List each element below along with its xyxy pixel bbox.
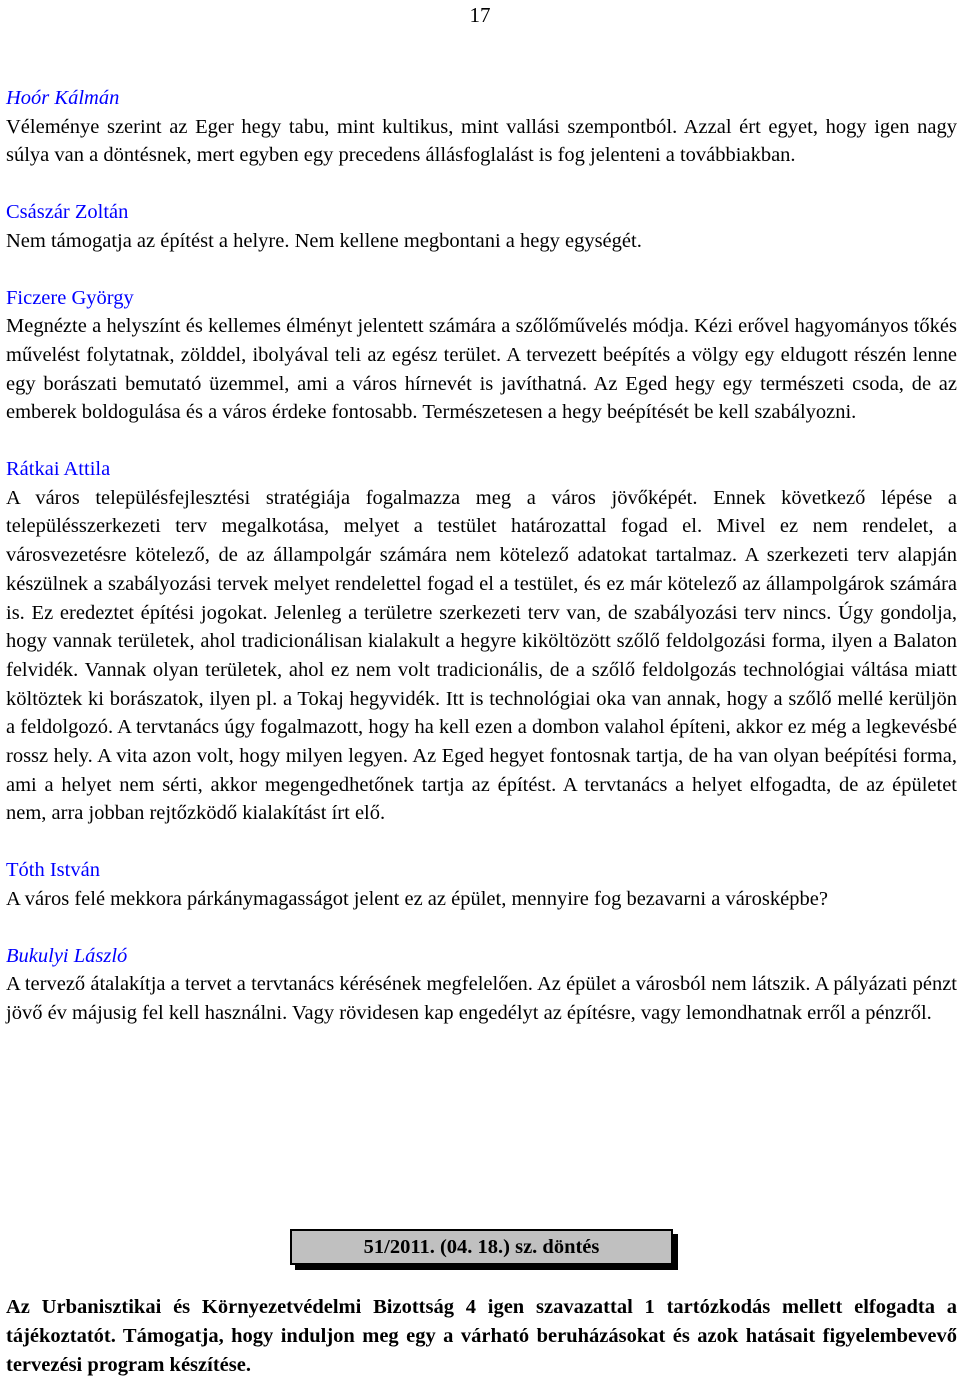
speaker-statement: Nem támogatja az építést a helyre. Nem kellene megbontani a hegy egységét. (6, 229, 642, 252)
speaker-statement: A város felé mekkora párkánymagasságot jelent ez az épület, mennyire fog bezavarni a városképbe? (6, 887, 828, 910)
speaker-block-ratkai (6, 455, 957, 828)
speaker-statement: A tervező átalakítja a tervet a tervtanács kérésének megfelelően. Az épület a városból nem látszik. A pályázati pénzt jövő év májusig fel kell használni. Vagy rövidesen kap engedélyt az építésre, vagy lemondhatnak erről a pénzről. (6, 973, 957, 1024)
speaker-name: Hoór Kálmán (6, 87, 120, 109)
decision-title-box (290, 1229, 673, 1265)
decision-text: Az Urbanisztikai és Környezetvédelmi Bizottság 4 igen szavazattal 1 tartózkodás mellett elfogadta a tájékoztatót. Támogatja, hogy induljon meg egy a várható beruházásokat és azok hatásait figyelembevevő tervezési program készítése. (6, 1296, 957, 1376)
minutes-body (6, 84, 957, 1056)
speaker-block-toth (6, 856, 957, 913)
speaker-name: Bukulyi László (6, 944, 128, 967)
speaker-block-csaszar (6, 198, 957, 255)
speaker-statement: A város településfejlesztési stratégiája fogalmazza meg a város jövőképét. Ennek következő lépése a településszerkezeti terv megalkotása, melyet a testület határozattal fogad el. Mivel ez nem rendelet, a városvezetésre kötelező, de az állampolgár számára nem kötelező adatokat tartalmaz. A szerkezeti terv alapján készülnek a szabályozási tervek melyet rendelettel fogad el a testület, és ez már kötelező az állampolgárok számára is. Ez eredeztet építési jogokat. Jelenleg a területre szerkezeti terv van, de szabályozási terv nincs. Úgy gondolja, hogy vannak területek, ahol tradicionálisan kialakult a hegyre kiköltözött szőlő feldolgozási forma, ilyen a Balaton felvidék. Vannak olyan területek, ahol ez nem volt tradicionális, de a szőlő feldolgozás technológiai váltása miatt költöztek ki borászatok, ilyen pl. a Tokaj hegyvidék. Itt is technológiai oka van annak, hogy a szőlő mellé kerüljön a feldolgozó. A tervtanács úgy fogalmazott, hogy ha kell ezen a dombon valahol építeni, akkor ez még a legkevésbé rossz hely. A vita azon volt, hogy milyen legyen. Az Eged hegyet fontosnak tartja, de ha van olyan beépítési forma, ami a helyet nem sérti, akkor megengedhetőnek tartja az építést. A tervtanács a helyet elfogadta, de az épületet nem, arra jobban rejtőzködő kialakítást írt elő. (6, 486, 957, 825)
speaker-statement: Megnézte a helyszínt és kellemes élményt jelentett számára a szőlőművelés módja. Kézi erővel hagyományos tőkés művelést folytatnak, zölddel, ibolyával teli az egész terület. A tervezett beépítés a völgy egy eldugott részén lenne egy borászati bemutató üzemmel, ami a város hírnevét is javíthatná. Az Eged hegy egy természeti csoda, de az emberek boldogulása és a város érdeke fontosabb. Természetesen a hegy beépítését be kell szabályozni. (6, 315, 957, 424)
speaker-name: Ficzere György (6, 286, 134, 309)
speaker-name: Rátkai Attila (6, 458, 111, 481)
decision-title: 51/2011. (04. 18.) sz. döntés (363, 1235, 600, 1258)
speaker-name: Tóth István (6, 859, 100, 882)
page-number: 17 (469, 3, 491, 27)
speaker-block-bukulyi (6, 942, 957, 1028)
speaker-statement: Véleménye szerint az Eger hegy tabu, mint kultikus, mint vallási szempontból. Azzal ért egyet, hogy igen nagy súlya van a döntésnek, mert egyben egy precedens állásfoglalást is fog jelenteni a továbbiakban. (6, 115, 957, 167)
speaker-block-hoor (6, 84, 957, 170)
speaker-name: Császár Zoltán (6, 201, 129, 224)
speaker-block-ficzere (6, 284, 957, 428)
